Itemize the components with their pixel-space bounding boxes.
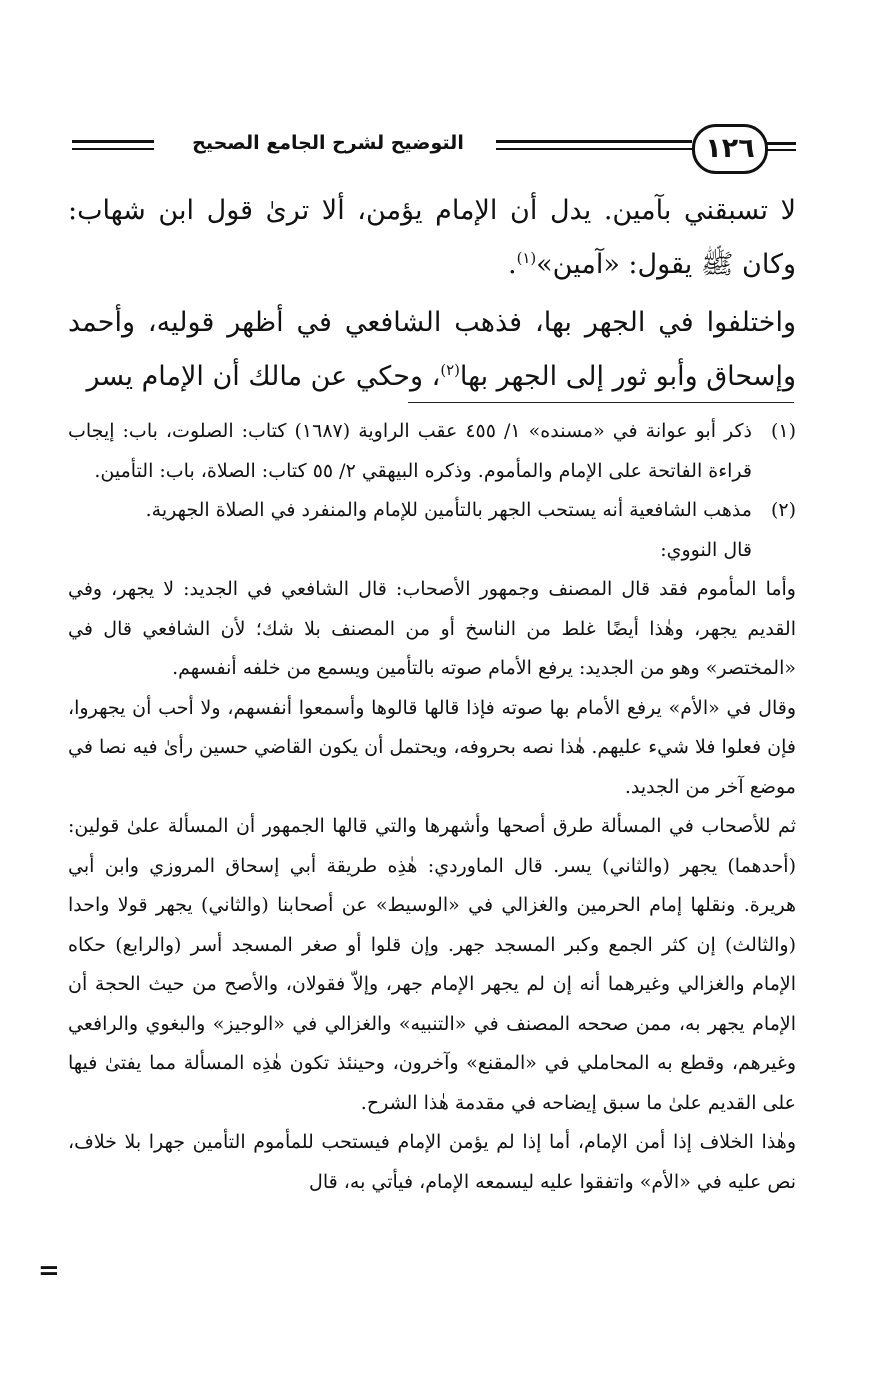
quote-paragraph: ثم للأصحاب في المسألة طرق أصحها وأشهرها والتي قالها الجمهور أن المسألة علىٰ قولين: (أحدهما) يجهر (والثاني) يسر. قال الماوردي: هٰذِه طريقة أبي إسحاق المروزي وابن أبي هريرة. ونقلها إمام الحرمين والغزالي في «الوسيط» عن أصحابنا (والثاني) يجهر قولا واحدا (والثالث) إن كثر الجمع وكبر المسجد جهر. وإن قلوا أو صغر المسجد أسر (والرابع) حكاه الإمام والغزالي وغيرهما أنه إن لم يجهر الإمام جهر، وإلاّ فقولان، والأصح من حيث الحجة أن الإمام يجهر به، ممن صححه المصنف في «التنبيه» والغزالي في «الوجيز» والبغوي والرافعي وغيرهم، وقطع به المحاملي في «المقنع» وآخرون، وحينئذ تكون هٰذِه المسألة مما يفتىٰ فيها على القديم علىٰ ما سبق إيضاحه في مقدمة هٰذا الشرح. bbox=[68, 815, 796, 1114]
footnote-text: مذهب الشافعية أنه يستحب الجهر بالتأمين للإمام والمنفرد في الصلاة الجهرية. bbox=[145, 499, 752, 521]
main-paragraph: لا تسبقني بآمين. يدل أن الإمام يؤمن، ألا ترىٰ قول ابن شهاب: وكان ﷺ يقول: «آمين»$^{(١)}$. bbox=[68, 195, 796, 280]
footnote-number: (١) bbox=[770, 420, 796, 442]
running-title: التوضيح لشرح الجامع الصحيح bbox=[192, 132, 464, 154]
header-rule-middle bbox=[496, 140, 692, 150]
quote-paragraph: وهٰذا الخلاف إذا أمن الإمام، أما إذا لم يؤمن الإمام فيستحب للمأموم التأمين جهرا بلا خلاف، نص عليه في «الأم» واتفقوا عليه ليسمعه الإمام، فيأتي به، قال bbox=[68, 1131, 796, 1193]
main-text bbox=[68, 184, 796, 404]
header-rule-left bbox=[72, 140, 154, 150]
footnote-text: قال النووي: bbox=[660, 538, 752, 561]
quote-paragraph: وقال في «الأم» يرفع الأمام بها صوته فإذا قالها قالوها وأسمعوا أنفسهم، ولا أحب أن يجهروا، فإن فعلوا فلا شيء عليهم. هٰذا نصه بحروفه، ويحتمل أن يكون القاضي حسين رأىٰ فيه نصا في موضع آخر من الجديد. bbox=[68, 696, 797, 798]
continuation-mark: = bbox=[38, 1256, 60, 1286]
main-paragraph: واختلفوا في الجهر بها، فذهب الشافعي في أظهر قوليه، وأحمد وإسحاق وأبو ثور إلى الجهر بها$^{(٢)}$، وحكي عن مالك أن الإمام يسر bbox=[68, 307, 796, 392]
footnote-2 bbox=[68, 491, 796, 570]
page-header bbox=[68, 124, 796, 176]
footnote-1 bbox=[68, 412, 796, 491]
header-rule-right bbox=[766, 142, 796, 151]
quoted-text bbox=[68, 570, 796, 1202]
page-number: ١٢٦ bbox=[692, 124, 768, 174]
footnote-ref[interactable]: (٢) bbox=[440, 361, 460, 379]
footnote-ref[interactable]: (١) bbox=[516, 249, 537, 267]
footnotes bbox=[68, 412, 796, 1202]
footnote-text: ذكر أبو عوانة في «مسنده» ١/ ٤٥٥ عقب الراوية (١٦٨٧) كتاب: الصلوت، باب: إيجاب قراءة الفاتحة على الإمام والمأموم. وذكره البيهقي ٢/ ٥٥ كتاب: الصلاة، باب: التأمين. bbox=[68, 420, 752, 482]
footnote-number: (٢) bbox=[770, 499, 796, 521]
quote-paragraph: وأما المأموم فقد قال المصنف وجمهور الأصحاب: قال الشافعي في الجديد: لا يجهر، وفي القديم يجهر، وهٰذا أيضًا غلط من الناسخ أو من المصنف بلا شك؛ لأن الشافعي قال في «المختصر» وهو من الجديد: يرفع الأمام صوته بالتأمين ويسمع من خلفه أنفسهم. bbox=[68, 578, 796, 679]
footnote-separator bbox=[408, 402, 794, 403]
